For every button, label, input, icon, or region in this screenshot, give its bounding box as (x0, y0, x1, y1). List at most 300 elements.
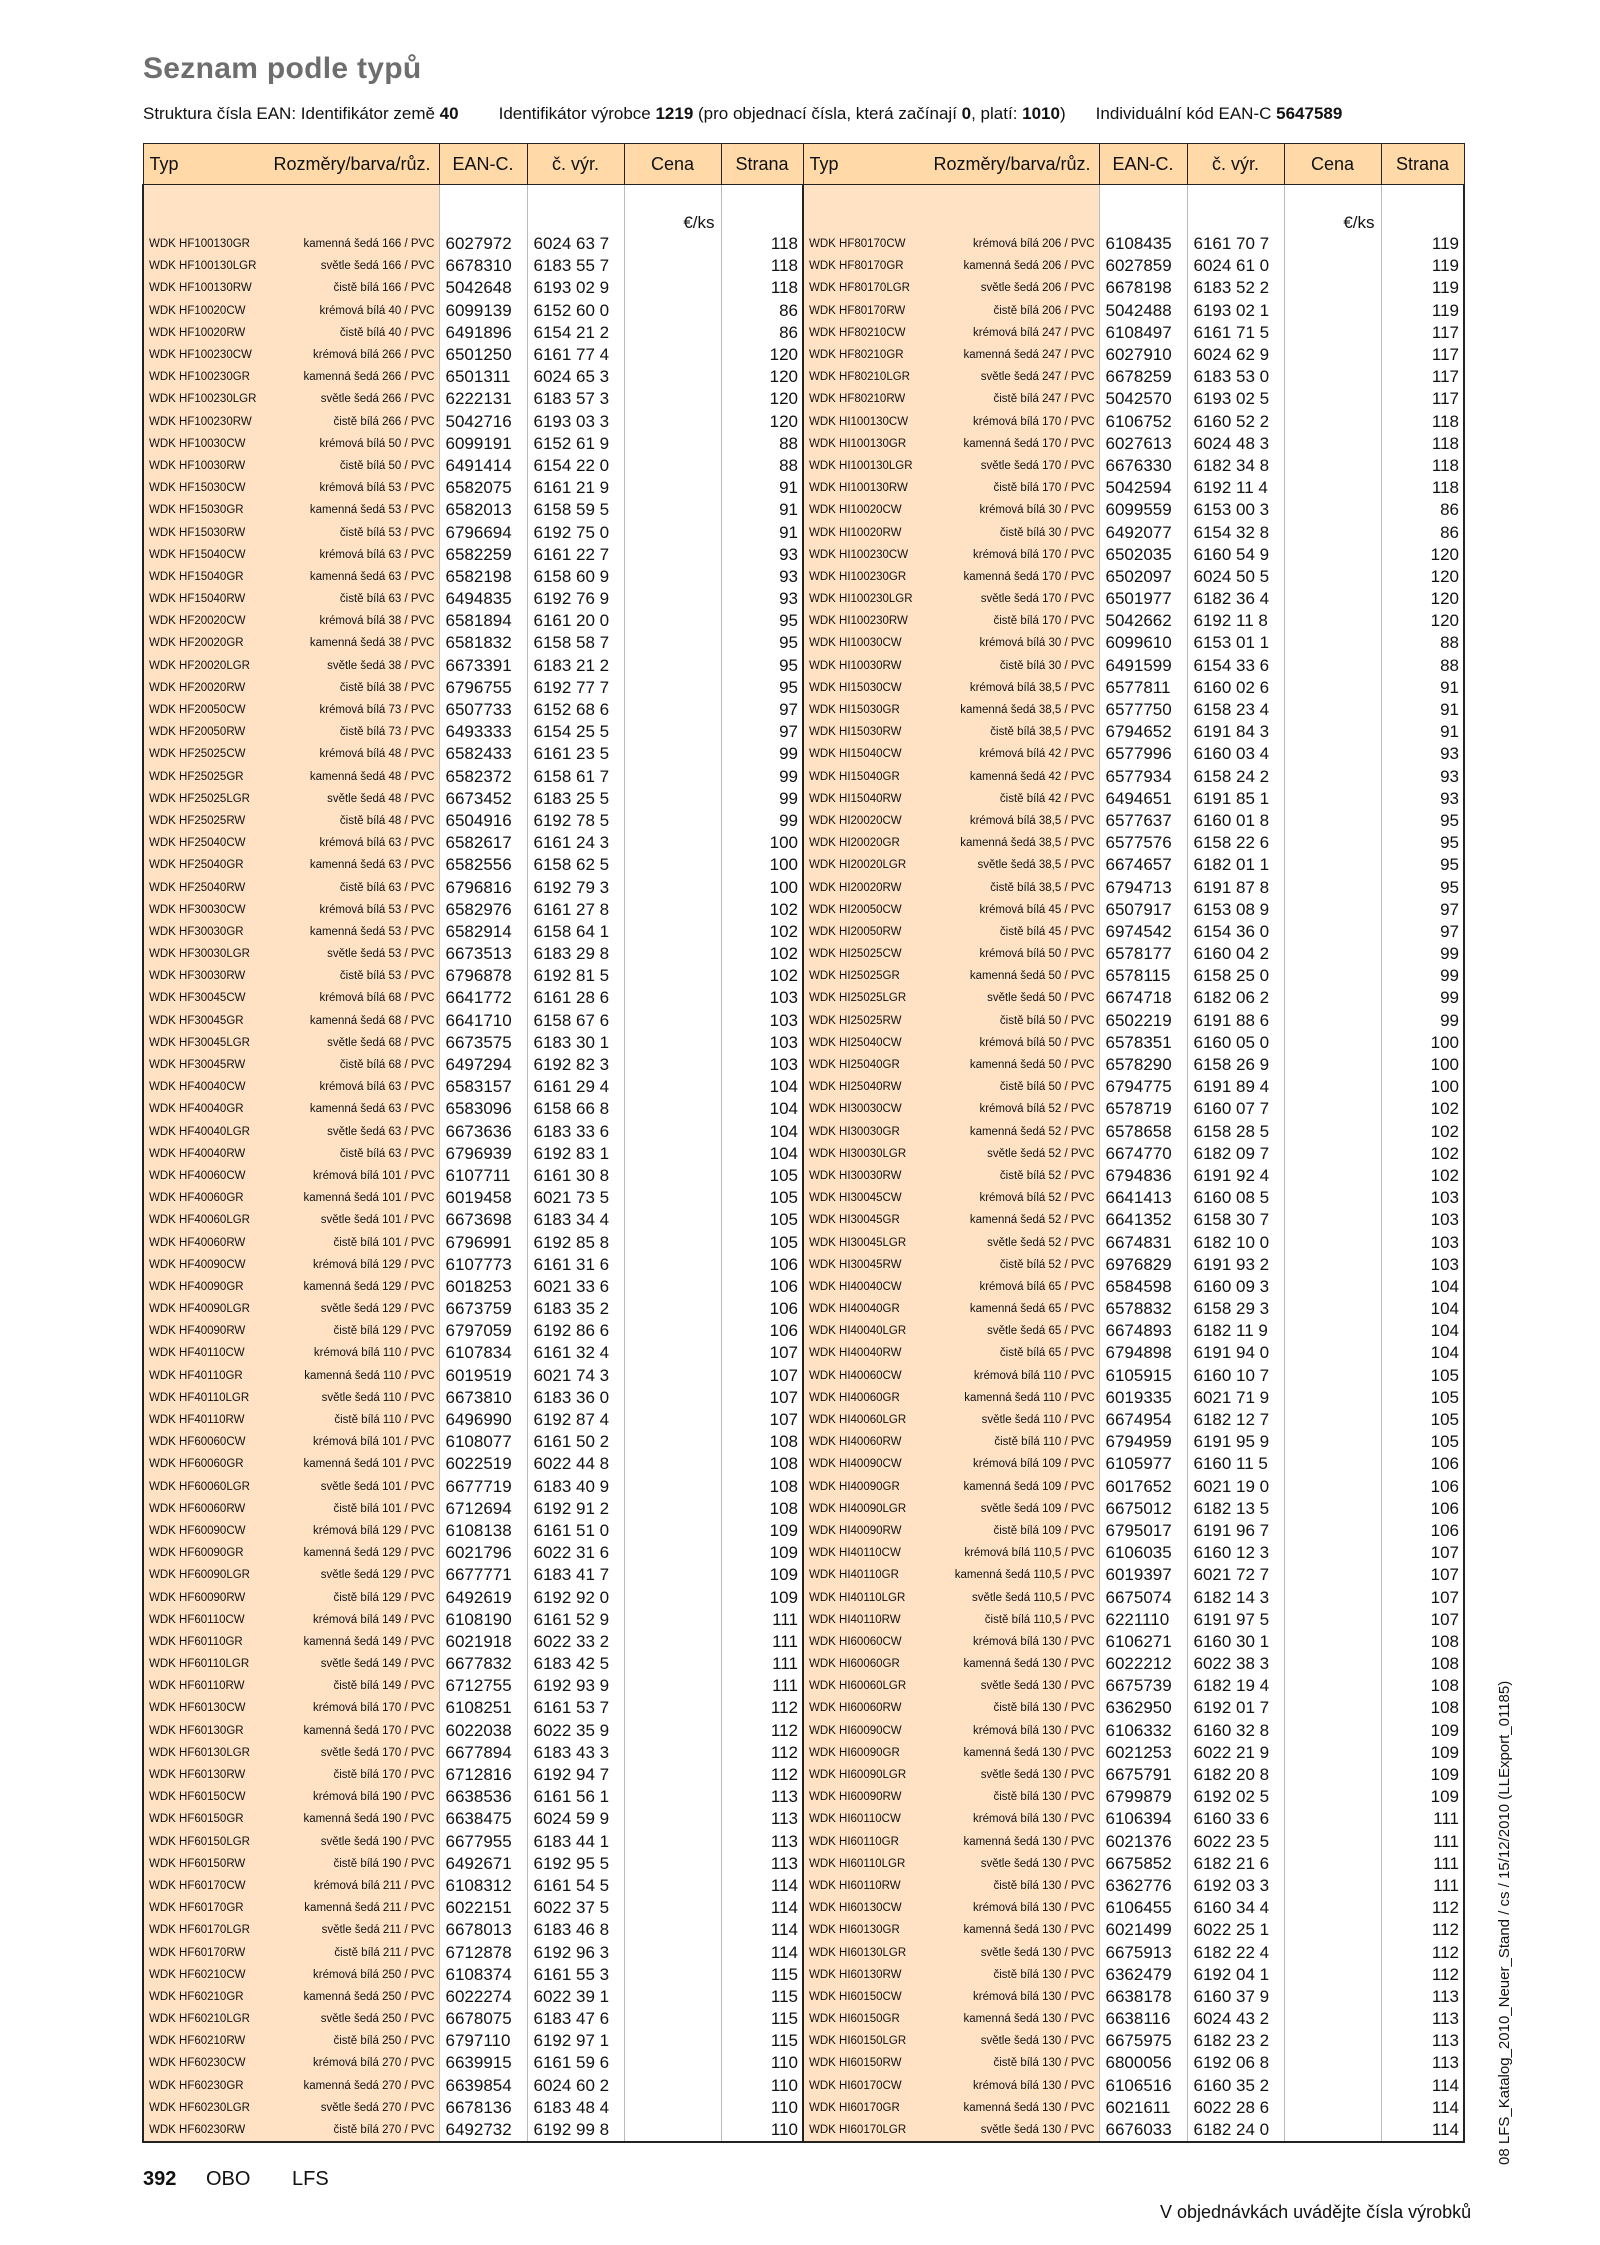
price-cell (624, 1697, 721, 1719)
catalog-page: 107 (721, 1387, 803, 1409)
catalog-number: 6182 09 7 (1187, 1143, 1284, 1165)
type-code: WDK HF60130CW (149, 1702, 246, 1715)
dimension-color-material: krémová bílá 130 / PVC (973, 2079, 1095, 2092)
ean-c-code: 6017652 (1099, 1476, 1187, 1498)
catalog-page: 106 (1381, 1453, 1464, 1475)
dimension-color-material: světle šedá 130 / PVC (980, 2124, 1095, 2137)
catalog-page: 110 (721, 2119, 803, 2142)
catalog-number: 6161 20 0 (527, 610, 624, 632)
catalog-number: 6161 52 9 (527, 1609, 624, 1631)
price-cell (1284, 655, 1381, 677)
dimension-color-material: kamenná šedá 170 / PVC (963, 437, 1095, 450)
ean-c-code: 6022038 (439, 1720, 527, 1742)
catalog-page: 119 (1381, 233, 1464, 255)
type-cell (803, 1653, 1099, 1675)
table-row (143, 233, 1464, 255)
ean-c-code: 6491599 (1099, 655, 1187, 677)
catalog-number: 6192 85 8 (527, 1231, 624, 1253)
ean-c-code: 6794775 (1099, 1076, 1187, 1098)
catalog-number: 6191 93 2 (1187, 1254, 1284, 1276)
type-cell (803, 588, 1099, 610)
catalog-page: 104 (721, 1121, 803, 1143)
type-cell (803, 1365, 1099, 1387)
type-code: WDK HF60230LGR (149, 2101, 250, 2114)
price-cell (624, 810, 721, 832)
type-code: WDK HF60110RW (149, 1680, 245, 1693)
dimension-color-material: světle šedá 130 / PVC (980, 2035, 1095, 2048)
type-cell (803, 677, 1099, 699)
table-row (143, 477, 1464, 499)
type-code: WDK HF10020CW (149, 304, 246, 317)
price-cell (624, 1764, 721, 1786)
dimension-color-material: čistě bílá 247 / PVC (993, 393, 1095, 406)
ean-c-code: 6502097 (1099, 566, 1187, 588)
dimension-color-material: čistě bílá 129 / PVC (333, 1325, 435, 1338)
catalog-page: 109 (1381, 1742, 1464, 1764)
dimension-color-material: světle šedá 170 / PVC (980, 459, 1095, 472)
catalog-number: 6160 08 5 (1187, 1187, 1284, 1209)
price-cell (624, 1010, 721, 1032)
catalog-page: 105 (721, 1231, 803, 1253)
price-cell (1284, 1298, 1381, 1320)
ean-structure-line (143, 104, 1342, 124)
type-cell (803, 255, 1099, 277)
catalog-number: 6192 95 5 (527, 1853, 624, 1875)
catalog-page: 106 (1381, 1520, 1464, 1542)
price-cell (1284, 1808, 1381, 1830)
table-row (143, 2119, 1464, 2142)
type-cell (143, 699, 439, 721)
ean-c-code: 6578832 (1099, 1298, 1187, 1320)
dimension-color-material: čistě bílá 101 / PVC (333, 1502, 435, 1515)
dimension-color-material: kamenná šedá 206 / PVC (963, 260, 1095, 273)
catalog-page: 103 (721, 1054, 803, 1076)
type-cell (803, 1853, 1099, 1875)
ean-c-code: 6022519 (439, 1453, 527, 1475)
catalog-number: 6160 34 4 (1187, 1897, 1284, 1919)
type-code: WDK HI30030RW (809, 1169, 902, 1182)
ean-c-code: 6099559 (1099, 499, 1187, 521)
catalog-number: 6193 02 5 (1187, 388, 1284, 410)
type-cell (803, 1631, 1099, 1653)
dimension-color-material: krémová bílá 53 / PVC (319, 482, 435, 495)
price-cell (1284, 521, 1381, 543)
type-code: WDK HF20020LGR (149, 659, 250, 672)
type-cell (143, 1342, 439, 1364)
type-cell (143, 1010, 439, 1032)
price-cell (624, 322, 721, 344)
catalog-page: 107 (1381, 1609, 1464, 1631)
type-code: WDK HF25025GR (149, 770, 244, 783)
price-cell (624, 1365, 721, 1387)
type-code: WDK HF30045CW (149, 992, 246, 1005)
price-cell (1284, 433, 1381, 455)
catalog-page: 118 (1381, 433, 1464, 455)
ean-c-code: 6022212 (1099, 1653, 1187, 1675)
catalog-page: 114 (721, 1897, 803, 1919)
type-code: WDK HF40090RW (149, 1325, 246, 1338)
price-cell (624, 1941, 721, 1963)
table-row (143, 1298, 1464, 1320)
ean-c-code: 6501311 (439, 366, 527, 388)
type-code: WDK HF80170GR (809, 260, 904, 273)
catalog-number: 6158 67 6 (527, 1010, 624, 1032)
catalog-number: 6024 65 3 (527, 366, 624, 388)
ean-c-code: 6577811 (1099, 677, 1187, 699)
ean-c-code: 6678259 (1099, 366, 1187, 388)
type-cell (143, 1431, 439, 1453)
type-code: WDK HF100130RW (149, 282, 252, 295)
ean-c-code: 6677955 (439, 1831, 527, 1853)
type-code: WDK HI40060RW (809, 1436, 902, 1449)
ean-c-code: 6099610 (1099, 632, 1187, 654)
catalog-number: 6021 33 6 (527, 1276, 624, 1298)
price-cell (624, 677, 721, 699)
ean-c-code: 6362776 (1099, 1875, 1187, 1897)
type-code: WDK HI60090RW (809, 1791, 902, 1804)
type-cell (803, 1453, 1099, 1475)
price-cell (624, 588, 721, 610)
type-cell (143, 1764, 439, 1786)
catalog-page: 118 (1381, 477, 1464, 499)
type-code: WDK HF40090CW (149, 1258, 246, 1271)
type-cell (143, 1853, 439, 1875)
price-cell (624, 1720, 721, 1742)
catalog-number: 6158 66 8 (527, 1098, 624, 1120)
catalog-page: 95 (721, 677, 803, 699)
catalog-number: 6183 44 1 (527, 1831, 624, 1853)
catalog-page: 104 (1381, 1276, 1464, 1298)
type-code: WDK HI100230GR (809, 570, 907, 583)
type-code: WDK HF20020RW (149, 681, 246, 694)
table-row (143, 1054, 1464, 1076)
type-cell (803, 1897, 1099, 1919)
table-row (143, 1875, 1464, 1897)
ean-c-code: 6674770 (1099, 1143, 1187, 1165)
catalog-page: 113 (721, 1786, 803, 1808)
type-cell (143, 2052, 439, 2074)
type-code: WDK HF20020CW (149, 615, 246, 628)
catalog-page: 114 (721, 1919, 803, 1941)
catalog-page: 97 (1381, 921, 1464, 943)
ean-c-code: 6583096 (439, 1098, 527, 1120)
catalog-page: 103 (1381, 1231, 1464, 1253)
type-code: WDK HI20050RW (809, 925, 902, 938)
catalog-page: 100 (1381, 1032, 1464, 1054)
price-cell (624, 1121, 721, 1143)
catalog-number: 6160 05 0 (1187, 1032, 1284, 1054)
catalog-page: 97 (721, 699, 803, 721)
dimension-color-material: krémová bílá 170 / PVC (973, 415, 1095, 428)
type-cell (143, 1897, 439, 1919)
dimension-color-material: krémová bílá 129 / PVC (313, 1524, 435, 1537)
catalog-page: 120 (721, 366, 803, 388)
type-cell (143, 544, 439, 566)
dimension-color-material: světle šedá 166 / PVC (320, 260, 435, 273)
dimension-color-material: světle šedá 129 / PVC (320, 1303, 435, 1316)
type-code: WDK HI100130CW (809, 415, 909, 428)
price-cell (1284, 921, 1381, 943)
price-cell (1284, 1653, 1381, 1675)
ean-c-code: 6582372 (439, 766, 527, 788)
ean-c-code: 6673698 (439, 1209, 527, 1231)
catalog-number: 6192 91 2 (527, 1498, 624, 1520)
catalog-page: 107 (1381, 1586, 1464, 1608)
dimension-color-material: krémová bílá 63 / PVC (319, 1081, 435, 1094)
type-code: WDK HI30045RW (809, 1258, 902, 1271)
catalog-page: 118 (1381, 411, 1464, 433)
catalog-page: 112 (1381, 1897, 1464, 1919)
catalog-number: 6192 99 8 (527, 2119, 624, 2142)
type-cell (143, 2008, 439, 2030)
catalog-page: 120 (1381, 566, 1464, 588)
catalog-number: 6161 51 0 (527, 1520, 624, 1542)
price-cell (1284, 1476, 1381, 1498)
type-cell (803, 1964, 1099, 1986)
dimension-color-material: krémová bílá 101 / PVC (313, 1169, 435, 1182)
catalog-number: 6161 24 3 (527, 832, 624, 854)
catalog-page: 111 (721, 1675, 803, 1697)
type-code: WDK HF80170LGR (809, 282, 910, 295)
catalog-number: 6161 27 8 (527, 899, 624, 921)
ean-c-code: 6019458 (439, 1187, 527, 1209)
catalog-number: 6158 30 7 (1187, 1209, 1284, 1231)
type-code: WDK HI20050CW (809, 903, 902, 916)
dimension-color-material: kamenná šedá 101 / PVC (303, 1458, 435, 1471)
dimension-color-material: kamenná šedá 109 / PVC (963, 1480, 1095, 1493)
type-cell (143, 388, 439, 410)
table-row (143, 1609, 1464, 1631)
type-cell (803, 1187, 1099, 1209)
catalog-number: 6161 22 7 (527, 544, 624, 566)
table-row (143, 344, 1464, 366)
ean-c-label: Individuální kód EAN-C (1095, 104, 1277, 123)
ean-c-code: 6582075 (439, 477, 527, 499)
type-cell (803, 1098, 1099, 1120)
catalog-number: 6192 78 5 (527, 810, 624, 832)
type-cell (143, 433, 439, 455)
type-cell (803, 366, 1099, 388)
dimension-color-material: čistě bílá 50 / PVC (999, 1014, 1095, 1027)
price-cell (624, 1542, 721, 1564)
type-cell (143, 1697, 439, 1719)
type-code: WDK HF60210GR (149, 1990, 244, 2003)
type-cell (803, 1564, 1099, 1586)
price-cell (624, 455, 721, 477)
catalog-page: 113 (1381, 2008, 1464, 2030)
catalog-page: 107 (1381, 1564, 1464, 1586)
catalog-page: 114 (721, 1875, 803, 1897)
catalog-page: 118 (1381, 455, 1464, 477)
type-code: WDK HF40110LGR (149, 1391, 250, 1404)
catalog-number: 6192 82 3 (527, 1054, 624, 1076)
ean-c-code: 6584598 (1099, 1276, 1187, 1298)
dimension-color-material: krémová bílá 170 / PVC (313, 1702, 435, 1715)
ean-c-code: 6974542 (1099, 921, 1187, 943)
dimension-color-material: čistě bílá 73 / PVC (339, 726, 435, 739)
dimension-color-material: kamenná šedá 130 / PVC (963, 1746, 1095, 1759)
dimension-color-material: krémová bílá 53 / PVC (319, 903, 435, 916)
dimension-color-material: čistě bílá 52 / PVC (999, 1169, 1095, 1182)
catalog-number: 6161 59 6 (527, 2052, 624, 2074)
dimension-color-material: čistě bílá 109 / PVC (993, 1524, 1095, 1537)
dimension-color-material: krémová bílá 73 / PVC (319, 704, 435, 717)
type-code: WDK HF15040RW (149, 593, 246, 606)
price-cell (1284, 677, 1381, 699)
type-code: WDK HF30030RW (149, 970, 246, 983)
type-cell (143, 1143, 439, 1165)
type-cell (143, 322, 439, 344)
catalog-number: 6160 54 9 (1187, 544, 1284, 566)
price-cell (624, 1254, 721, 1276)
price-cell (624, 721, 721, 743)
catalog-page: 102 (1381, 1121, 1464, 1143)
catalog-number: 6022 44 8 (527, 1453, 624, 1475)
catalog-number: 6192 97 1 (527, 2030, 624, 2052)
catalog-number: 6160 09 3 (1187, 1276, 1284, 1298)
type-cell (803, 1032, 1099, 1054)
dimension-color-material: kamenná šedá 270 / PVC (303, 2079, 435, 2092)
type-code: WDK HF20020GR (149, 637, 244, 650)
dimension-color-material: krémová bílá 149 / PVC (313, 1613, 435, 1626)
type-code: WDK HF60170RW (149, 1946, 246, 1959)
catalog-number: 6193 02 9 (527, 277, 624, 299)
table-row (143, 721, 1464, 743)
dimension-color-material: čistě bílá 211 / PVC (334, 1946, 435, 1959)
type-code: WDK HI15040CW (809, 748, 902, 761)
price-cell (624, 854, 721, 876)
ean-c-code: 6507733 (439, 699, 527, 721)
table-row (143, 1320, 1464, 1342)
table-row (143, 1365, 1464, 1387)
catalog-number: 6192 94 7 (527, 1764, 624, 1786)
ean-c-code: 6497294 (439, 1054, 527, 1076)
type-cell (803, 1764, 1099, 1786)
type-cell (803, 1831, 1099, 1853)
price-cell (624, 1520, 721, 1542)
table-row (143, 1941, 1464, 1963)
dimension-color-material: čistě bílá 65 / PVC (999, 1347, 1095, 1360)
catalog-number: 6183 36 0 (527, 1387, 624, 1409)
table-row (143, 1409, 1464, 1431)
catalog-page: 109 (721, 1542, 803, 1564)
type-cell (803, 1076, 1099, 1098)
catalog-page: 106 (721, 1254, 803, 1276)
price-cell (1284, 743, 1381, 765)
dimension-color-material: kamenná šedá 110 / PVC (964, 1391, 1095, 1404)
type-cell (803, 1476, 1099, 1498)
ean-c-code: 6108077 (439, 1431, 527, 1453)
ean-c-code: 6108251 (439, 1697, 527, 1719)
catalog-page: 108 (721, 1431, 803, 1453)
catalog-page: 108 (1381, 1697, 1464, 1719)
ean-c-code: 6641352 (1099, 1209, 1187, 1231)
price-cell (1284, 2075, 1381, 2097)
table-row (143, 411, 1464, 433)
dimension-color-material: čistě bílá 110 / PVC (994, 1436, 1095, 1449)
ean-c-code: 6106332 (1099, 1720, 1187, 1742)
type-cell (143, 1875, 439, 1897)
catalog-page: 113 (1381, 2052, 1464, 2074)
dimension-color-material: kamenná šedá 129 / PVC (303, 1280, 435, 1293)
dimension-color-material: světle šedá 38 / PVC (327, 659, 435, 672)
catalog-number: 6160 32 8 (1187, 1720, 1284, 1742)
catalog-number: 6182 24 0 (1187, 2119, 1284, 2142)
catalog-number: 6183 35 2 (527, 1298, 624, 1320)
type-cell (143, 1298, 439, 1320)
dimension-color-material: čistě bílá 206 / PVC (993, 304, 1095, 317)
catalog-number: 6160 37 9 (1187, 1986, 1284, 2008)
table-row (143, 1143, 1464, 1165)
type-code: WDK HI40090LGR (809, 1502, 907, 1515)
catalog-number: 6182 12 7 (1187, 1409, 1284, 1431)
dimension-color-material: světle šedá 52 / PVC (987, 1236, 1095, 1249)
type-code: WDK HF40110RW (149, 1414, 245, 1427)
type-cell (803, 477, 1099, 499)
type-code: WDK HI20020GR (809, 837, 900, 850)
catalog-page: 120 (721, 388, 803, 410)
table-row (143, 1808, 1464, 1830)
dimension-color-material: kamenná šedá 110,5 / PVC (954, 1569, 1095, 1582)
type-code: WDK HF30045GR (149, 1014, 244, 1027)
catalog-page: 113 (721, 1808, 803, 1830)
ean-c-code: 6677832 (439, 1653, 527, 1675)
price-cell (1284, 1986, 1381, 2008)
type-cell (143, 411, 439, 433)
ean-c-code: 6019519 (439, 1365, 527, 1387)
type-code: WDK HI25025GR (809, 970, 900, 983)
ean-c-code: 6107773 (439, 1254, 527, 1276)
catalog-page: 93 (721, 566, 803, 588)
catalog-number: 6158 22 6 (1187, 832, 1284, 854)
dimension-color-material: kamenná šedá 52 / PVC (969, 1214, 1095, 1227)
ean-c-code: 6797059 (439, 1320, 527, 1342)
type-code: WDK HF60210CW (149, 1968, 246, 1981)
header-cat-right: č. výr. (1187, 144, 1284, 185)
dimension-color-material: krémová bílá 38,5 / PVC (969, 814, 1095, 827)
type-code: WDK HF10020RW (149, 326, 246, 339)
catalog-page: 112 (1381, 1941, 1464, 1963)
catalog-page: 95 (1381, 810, 1464, 832)
catalog-number: 6160 07 7 (1187, 1098, 1284, 1120)
table-row (143, 1187, 1464, 1209)
ean-c-code: 6493333 (439, 721, 527, 743)
ean-c-code: 6712694 (439, 1498, 527, 1520)
table-row (143, 521, 1464, 543)
catalog-number: 6160 04 2 (1187, 943, 1284, 965)
catalog-number: 6182 20 8 (1187, 1764, 1284, 1786)
ean-c-code: 6106394 (1099, 1808, 1187, 1830)
ean-c-code: 5042662 (1099, 610, 1187, 632)
catalog-number: 6154 21 2 (527, 322, 624, 344)
type-cell (803, 277, 1099, 299)
price-cell (624, 1143, 721, 1165)
type-code: WDK HF60150CW (149, 1791, 246, 1804)
table-row (143, 1276, 1464, 1298)
type-cell (143, 1409, 439, 1431)
catalog-number: 6183 40 9 (527, 1476, 624, 1498)
catalog-page: 109 (721, 1586, 803, 1608)
type-cell (803, 1742, 1099, 1764)
catalog-page: 95 (1381, 854, 1464, 876)
type-code: WDK HI60110GR (809, 1835, 899, 1848)
catalog-number: 6183 34 4 (527, 1209, 624, 1231)
table-row (143, 1964, 1464, 1986)
price-cell (624, 388, 721, 410)
dimension-color-material: čistě bílá 63 / PVC (339, 881, 435, 894)
ean-c-code: 6581832 (439, 632, 527, 654)
type-cell (143, 876, 439, 898)
